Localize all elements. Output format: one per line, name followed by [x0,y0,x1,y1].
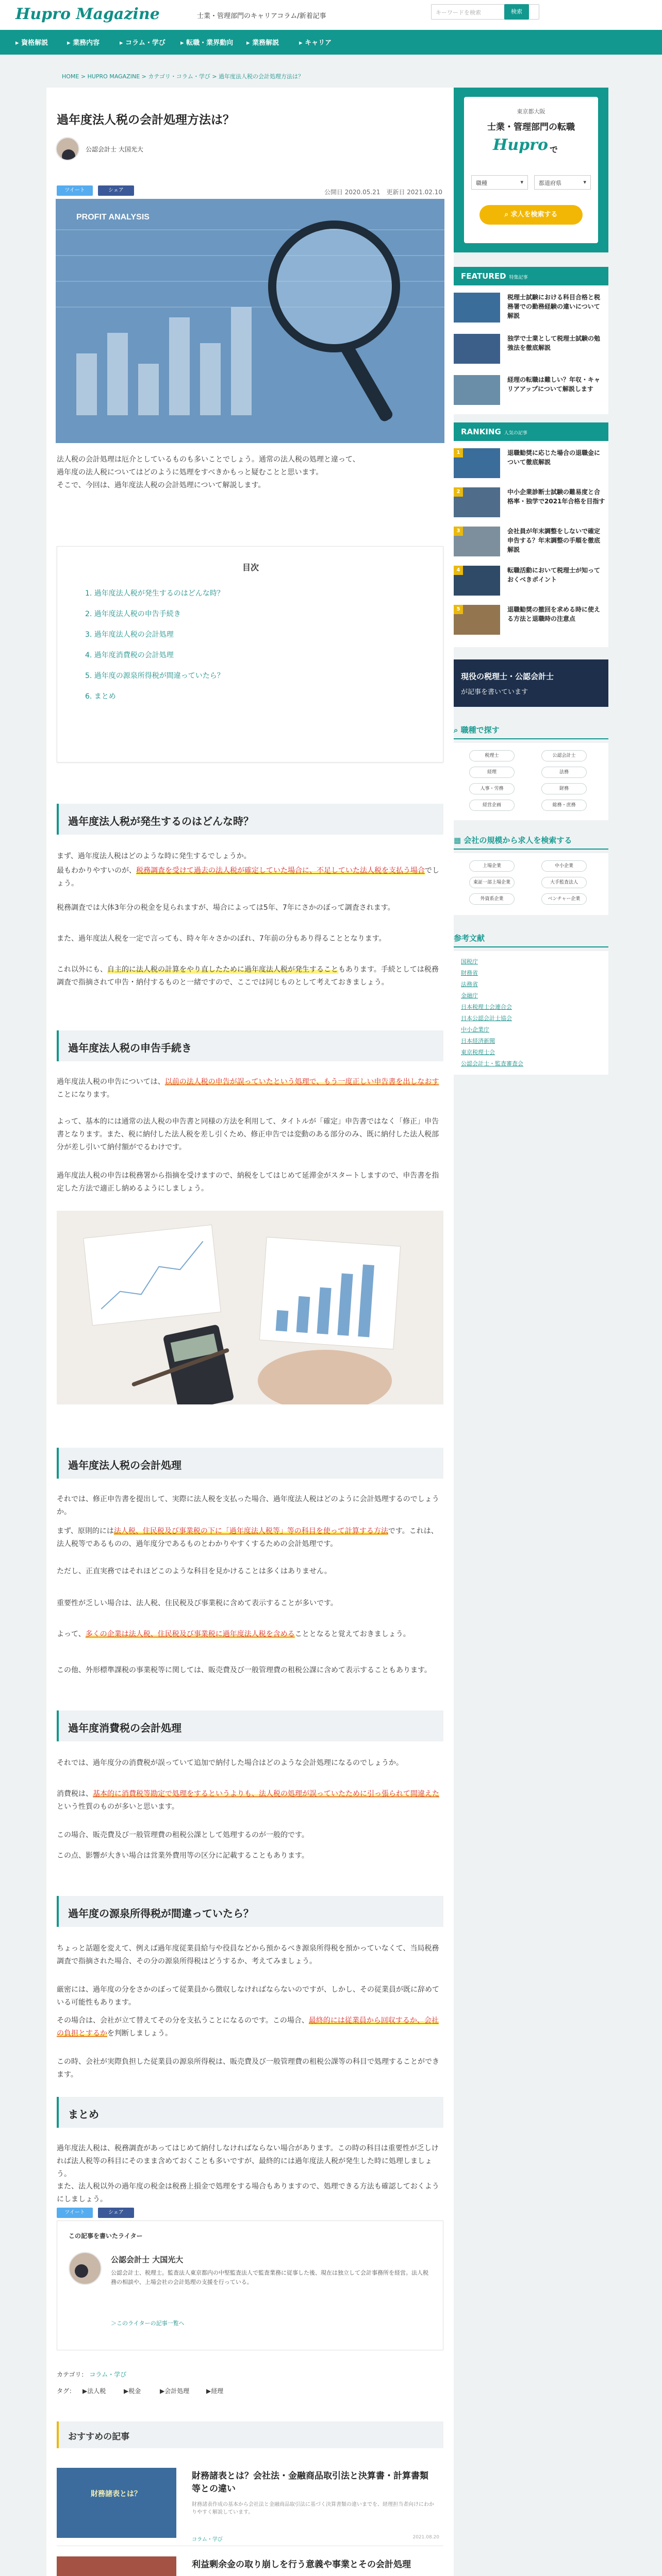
search-icon: ⌕ [454,725,461,735]
paragraph: それでは、修正申告書を提出して、実際に法人税を支払った場合、過年度法人税はどのように会計処理するのでしょうか。 [57,1495,439,1516]
breadcrumb[interactable]: HOME > HUPRO MAGAZINE > カテゴリ・コラム・学び > 過年度法人税の会計処理方法は？ [62,73,304,80]
ranking-title-text: 会社員が年末調整をしないで確定申告する？年末調整の手順を徹底解説 [507,528,601,553]
tweet-button[interactable]: ツイート [57,185,93,196]
writer-articles-link[interactable]: ＞このライターの記事一覧へ [111,2320,185,2327]
ranking-item[interactable] [454,527,608,563]
recommended-desc: 財務諸表作成の基本から会社法と金融商品取引法に基づく決算書類の違いまでを、経理担当者向けにわかりやすく解説しています。 [192,2502,434,2515]
chevron-down-icon: ▾ [520,179,523,185]
paragraph: それでは、過年度分の消費税が誤っていて追加で納付した場合はどのような会計処理になるのでしょうか。 [57,1759,403,1767]
writer-bio: 公認会計士、税理士。監査法人東京都内の中堅監査法人で監査業務に従事した後、現在は独立して会計事務所を経営。法人税務の相談や、上場会社の会計処理の支援を行っている。 [111,2269,428,2285]
job-by-role-heading [454,724,608,739]
banner-title: 士業・管理部門の転職 [487,122,575,132]
size-pill[interactable]: 外資系企業 [469,893,515,905]
tag-link[interactable]: ▶経理 [206,2387,224,2395]
nav-label: 業務内容 [73,39,100,47]
paragraph: ちょっと話題を変えて、例えば過年度従業員給与や役員などから預かるべき源泉所得税を預かっていなくて、当局税務調査で指摘された場合、その分の源泉所得税はどうするか、考えてみましょう。 [57,1944,439,1965]
role-pill[interactable]: 税理士 [469,750,515,761]
featured-title-text: 独学で士業として税理士試験の勉強法を徹底解説 [507,335,601,351]
writer-box-label: この記事を書いたライター [69,2232,143,2240]
toc-item[interactable]: 5. 過年度の源泉所得税が間違っていたら？ [85,672,224,680]
select-value: 都道府県 [539,180,561,187]
text: でしょう。 [57,867,439,888]
ranking-heading [454,422,608,441]
hero-image [56,199,444,443]
category-row [57,2370,126,2379]
writer-name[interactable]: 公認会計士 大国光大 [111,2255,184,2264]
nav-label: 業務解説 [252,39,279,47]
building-icon: ▦ [454,836,464,845]
article [46,88,454,2576]
nav-label: コラム・学び [125,39,166,47]
rank-badge: 3 [454,527,463,536]
search-icon: ⌕ [504,211,511,218]
tag-link[interactable]: ▶法人税 [82,2387,106,2395]
avatar [56,137,79,161]
paragraph [57,2014,443,2040]
intro-line: 法人税の会計処理は厄介としているものも多いことでしょう。通常の法人税の処理と違って、 [57,455,360,464]
rank-badge: 4 [454,566,463,575]
tags-row [57,2386,366,2397]
role-pill[interactable]: 経理 [469,767,515,778]
nav-label: 資格解説 [21,39,48,47]
toc-item[interactable]: 1. 過年度法人税が発生するのはどんな時？ [85,589,224,598]
job-search-button[interactable] [479,205,583,225]
tag-link[interactable]: ▶会計処理 [160,2387,190,2395]
featured-title-text: 経理の転職は難しい？年収・キャリアアップについて解説します [507,376,601,393]
category-label: カテゴリ： [57,2371,88,2378]
reference-link[interactable]: 東京税理士会 [461,1049,495,1056]
paragraph [57,1628,443,1641]
job-type-select[interactable] [471,175,528,190]
toc-item[interactable]: 3. 過年度法人税の会計処理 [85,631,174,639]
search-banner [454,88,608,252]
role-pill[interactable]: 経営企画 [469,800,515,811]
text: を判断しましょう。 [107,2029,172,2038]
search-banner-inner [464,97,598,243]
ranking-title-text: 退職勧奨に応じた場合の退職金について徹底解説 [507,449,601,466]
text: こととなると覚えておきましょう。 [294,1630,410,1638]
banner-brand: Hupro [493,136,548,154]
page-title: 過年度法人税の会計処理方法は？ [57,113,235,127]
facebook-share-button[interactable]: シェア [98,185,134,196]
ranking-sub: 人気の記事 [504,431,527,436]
paragraph: 重要性が乏しい場合は、法人税、住民税及び事業税に含めて表示することが多いです。 [57,1599,338,1607]
chevron-down-icon: ▾ [583,179,586,185]
recommended-title: 利益剰余金の取り崩しを行う意義や事業とその会計処理 [192,2560,411,2570]
featured-sub: 特集記事 [509,275,528,280]
paragraph: また、法人税以外の過年度の税金は税務上損金で処理をする場合もありますので、処理できる方法も確認しておくようにしましょう。 [57,2182,439,2204]
section-heading: 過年度法人税が発生するのはどんな時？ [57,804,443,835]
paragraph [57,1788,443,1814]
featured-item[interactable] [454,334,608,370]
search-button[interactable]: 検索 [504,4,529,20]
site-logo[interactable]: Hupro Magazine [15,5,160,23]
paragraph: この点、影響が大きい場合は営業外費用等の区分に記載することもあります。 [57,1852,309,1860]
site-header [0,0,662,30]
table-of-contents [57,546,443,762]
role-pill[interactable]: 公認会計士 [541,750,587,761]
tag-link[interactable]: ▶税金 [124,2387,141,2395]
banner-brand-suffix: で [550,145,558,155]
paragraph [57,963,443,989]
rank-badge: 5 [454,605,463,614]
reference-link[interactable]: 日本税理士会連合会 [461,1004,512,1010]
paragraph [57,1076,443,1101]
reference-link[interactable]: 日本公認会計士協会 [461,1015,512,1022]
ranking-title-text: 中小企業診断士試験の難易度と合格率・独学で2021年合格を目指す [507,488,605,505]
nav-label: 転職・業界動向 [186,39,234,47]
category-link[interactable]: コラム・学び [89,2371,127,2378]
text: 最もわかりやすいのが、 [57,867,136,875]
facebook-share-button[interactable]: シェア [98,2208,134,2218]
tag-text: 法人税 [87,2387,106,2395]
paragraph [57,1525,443,1551]
nav-item-column[interactable]: ▸ コラム・学び [120,39,166,47]
highlight: 多くの企業は法人税、住民税及び事業税に過年度法人税を含める [85,1630,295,1638]
paragraph: 過年度法人税の申告は税務署から指摘を受けますので、納税をしてはじめて延滞金がスタートしますので、申告書を指定した方法で適正し納めるようにしましょう。 [57,1172,439,1193]
text: よって、 [57,1630,86,1638]
nav-item-operations[interactable]: ▸ 業務解説 [246,39,279,47]
references-heading: 参考文献 [454,933,608,947]
paragraph: ただし、正直実務ではそれほどこのような科目を見かけることは多くはありません。 [57,1567,332,1575]
hero-illustration [56,199,444,443]
recommended-item[interactable] [57,2458,443,2546]
desk-photo [57,1211,443,1404]
search-input[interactable]: キーワードを検索 [431,4,539,20]
writer-avatar [69,2252,102,2285]
job-by-size-heading [454,835,608,850]
paragraph: この場合、販売費及び一般管理費の租税公課として処理するのが一般的です。 [57,1831,309,1839]
recommended-item[interactable] [57,2546,443,2576]
featured-item[interactable] [454,375,608,411]
paragraph: まず、過年度法人税はどのような時に発生するでしょうか。 [57,852,251,860]
toc-item[interactable]: 4. 過年度消費税の会計処理 [85,651,174,659]
highlight: 税務調査を受けて過去の法人税が確定していた場合に、不足していた法人税を支払う場合 [136,867,425,875]
references-list [454,951,608,1075]
text: です。これは、法人税等であるものの、過年度分であるものとわかりやすくするための会計処理です。 [57,1527,438,1548]
tag-text: 税金 [128,2387,141,2395]
ranking-item[interactable] [454,605,608,641]
highlight: 基本的に消費税等勘定で処理をするというよりも、法人税の処理が誤っていたために引っ張られて間違えた [93,1790,439,1798]
ranking-title-text: 転職活動において税理士が知っておくべきポイント [507,567,601,583]
recommended-heading: おすすめの記事 [57,2421,443,2448]
tags-label: タグ： [57,2387,76,2395]
hero-caption: PROFIT ANALYSIS [76,213,150,222]
role-pill[interactable]: 人事・労務 [469,783,515,794]
banner-line2: が記事を書いています [461,688,528,696]
paragraph: また、過年度法人税を一定で言っても、時々年々さかのぼれ、7年前の分もあり得ることとなります。 [57,935,386,943]
reference-link[interactable]: 日本経済新聞 [461,1038,495,1044]
tag-text: 会計処理 [164,2387,190,2395]
author-info[interactable] [56,137,143,161]
paragraph: よって、基本的には通常の法人税の申告書と同様の方法を利用して、タイトルが「確定」申告書ではなく「修正」申告書となります。また、税に納付した法人税を差し引くため、修正申告では変動のある部分のみ、既に納付した法人税部分が差し引いて納付額がでるわけです。 [57,1117,439,1151]
site-tagline: 士業・管理部門のキャリアコラム/新着記事 [197,12,326,20]
text: もあります。手続としては税務調査で指摘されて申告・納付するものと一緒ですので、ここでは同じものとして考えておきましょう。 [57,965,439,987]
featured-item[interactable] [454,293,608,329]
size-pill[interactable]: 大手監査法人 [541,877,587,888]
featured-heading [454,267,608,285]
role-pills [454,743,608,820]
role-pill[interactable]: 法務 [541,767,587,778]
writer-box [57,2221,443,2350]
toc-item[interactable]: 6. まとめ [85,692,116,701]
recommended-thumbnail [57,2468,176,2538]
nav-item-qualifications[interactable]: ▸ 資格解説 [15,39,48,47]
text: まず、原則的には [57,1527,114,1535]
text: その場合は、会社が立て替えてその分を支払うことになるのです。この場合、 [57,2016,309,2025]
paragraph: 税務調査では大体3年分の税金を見られますが、場合によっては5年、7年にさかのぼって調査されます。 [57,904,395,912]
paragraph [57,865,443,890]
size-pill[interactable]: ベンチャー企業 [541,893,587,905]
ranking-item[interactable] [454,566,608,602]
tag-text: 経理 [211,2387,224,2395]
highlight: 以前の法人税の申告が誤っていたという処理で、もう一度正しい申告書を出しなおす [164,1078,439,1086]
size-pill[interactable]: 上場企業 [469,860,515,872]
rank-badge: 2 [454,487,463,497]
size-pill[interactable]: 中小企業 [541,860,587,872]
recommended-title: 財務諸表とは？会社法・金融商品取引法と決算書・計算書類等との違い [192,2471,428,2494]
reference-link[interactable]: 中小企業庁 [461,1026,489,1033]
reference-link[interactable]: 公認会計士・監査審査会 [461,1060,523,1067]
toc-title: 目次 [242,563,259,572]
ranking-title-text: 退職勧奨の撤回を求める時に使える方法と退職時の注意点 [507,606,601,622]
nav-item-career[interactable]: ▸ キャリア [299,39,332,47]
size-pill[interactable]: 東証一部上場企業 [469,877,515,888]
featured-thumbnail [454,293,500,323]
section-heading: 過年度法人税の申告手続き [57,1030,443,1061]
intro-line: そこで、今回は、過年度法人税の会計処理について解説します。 [57,481,266,489]
highlight: 自主的に法人税の計算をやり直したために過年度法人税が発生すること [107,965,338,974]
recommended-thumbnail [57,2556,176,2576]
ranking-list [454,441,608,647]
size-pills [454,853,608,915]
prefecture-select[interactable] [534,175,591,190]
paragraph: この時、会社が実際負担した従業員の源泉所得税は、販売費及び一般管理費の租税公課等の科目で処理することができます。 [57,2058,439,2079]
ranking-title: RANKING [461,427,501,436]
text: 過年度法人税の申告については、 [57,1078,165,1086]
reference-link[interactable]: 国税庁 [461,958,478,965]
toc-item[interactable]: 2. 過年度法人税の申告手続き [85,610,181,618]
nav-item-business[interactable]: ▸ 業務内容 [67,39,100,47]
reference-link[interactable]: 財務省 [461,970,478,976]
reference-link[interactable]: 法務省 [461,981,478,988]
text: これ以外にも、 [57,965,107,974]
select-value: 職種 [476,180,487,187]
nav-label: キャリア [305,39,332,47]
section-heading: 過年度の源泉所得税が間違っていたら？ [57,1896,443,1927]
tweet-button[interactable]: ツイート [57,2208,93,2218]
paragraph: この他、外形標準課税の事業税等に関しては、販売費及び一般管理費の租税公課に含めて表示することもあります。 [57,1666,432,1674]
section-heading: 過年度消費税の会計処理 [57,1710,443,1741]
featured-list [454,285,608,414]
ranking-item[interactable] [454,487,608,523]
button-label: 求人を検索する [510,211,558,218]
intro-line: 過年度の法人税についてはどのように処理をすべきかもっと疑むことと思います。 [57,468,323,477]
heading-text: 職種で探す [460,725,500,735]
role-pill[interactable]: 総務・庶務 [541,800,587,811]
section-heading: まとめ [57,2097,443,2128]
paragraph: 過年度法人税は、税務調査があってはじめて納付しなければならない場合があります。この時の科目は重要性が乏しければ法人税等の科目にそのまま含めておくことも多いですが、最終的には過年度法人税が発生した時に処理しましょう。 [57,2144,439,2178]
nav-item-industry[interactable]: ▸ 転職・業界動向 [180,39,234,47]
paragraph: 厳密には、過年度の分をさかのぼって従業員から徴収しなければならないのですが、しかし、その従業員が既に辞めている可能性もあります。 [57,1986,439,2007]
publish-date: 公開日 2020.05.21 更新日 2021.02.10 [324,189,442,196]
featured-thumbnail [454,334,500,364]
text: という性質のものが多いと思います。 [57,1803,179,1811]
role-pill[interactable]: 財務 [541,783,587,794]
banner-top-text: 東京都大阪 [517,108,545,115]
section-heading: 過年度法人税の会計処理 [57,1448,443,1479]
rank-badge: 1 [454,448,463,457]
highlight: 法人税、住民税及び事業税の下に「過年度法人税等」等の科目を使って計算する方法 [113,1527,388,1535]
author-name: 公認会計士 大国光大 [86,145,143,153]
banner-line1: 現役の税理士・公認会計士 [461,672,554,681]
desk-illustration [57,1211,443,1404]
text: 消費税は、 [57,1790,93,1798]
recommended-category: コラム・学び [192,2537,223,2543]
highlight: 最終的には従業員から回収するか、会社の負担とするか [57,2016,439,2038]
reference-link[interactable]: 金融庁 [461,992,478,999]
heading-text: 会社の規模から求人を検索する [464,836,572,845]
thumb-text: 財務諸表とは？ [91,2490,141,2498]
ranking-item[interactable] [454,448,608,484]
text: ことになります。 [57,1091,114,1099]
main-nav [0,30,662,55]
featured-title-text: 税理士試験における科目合格と税務署での勤務経験の違いについて解説 [507,294,601,319]
featured-title: FEATURED [461,272,506,281]
recommended-date: 2021.08.20 [412,2535,439,2540]
featured-thumbnail [454,375,500,405]
writer-banner[interactable] [454,659,608,707]
